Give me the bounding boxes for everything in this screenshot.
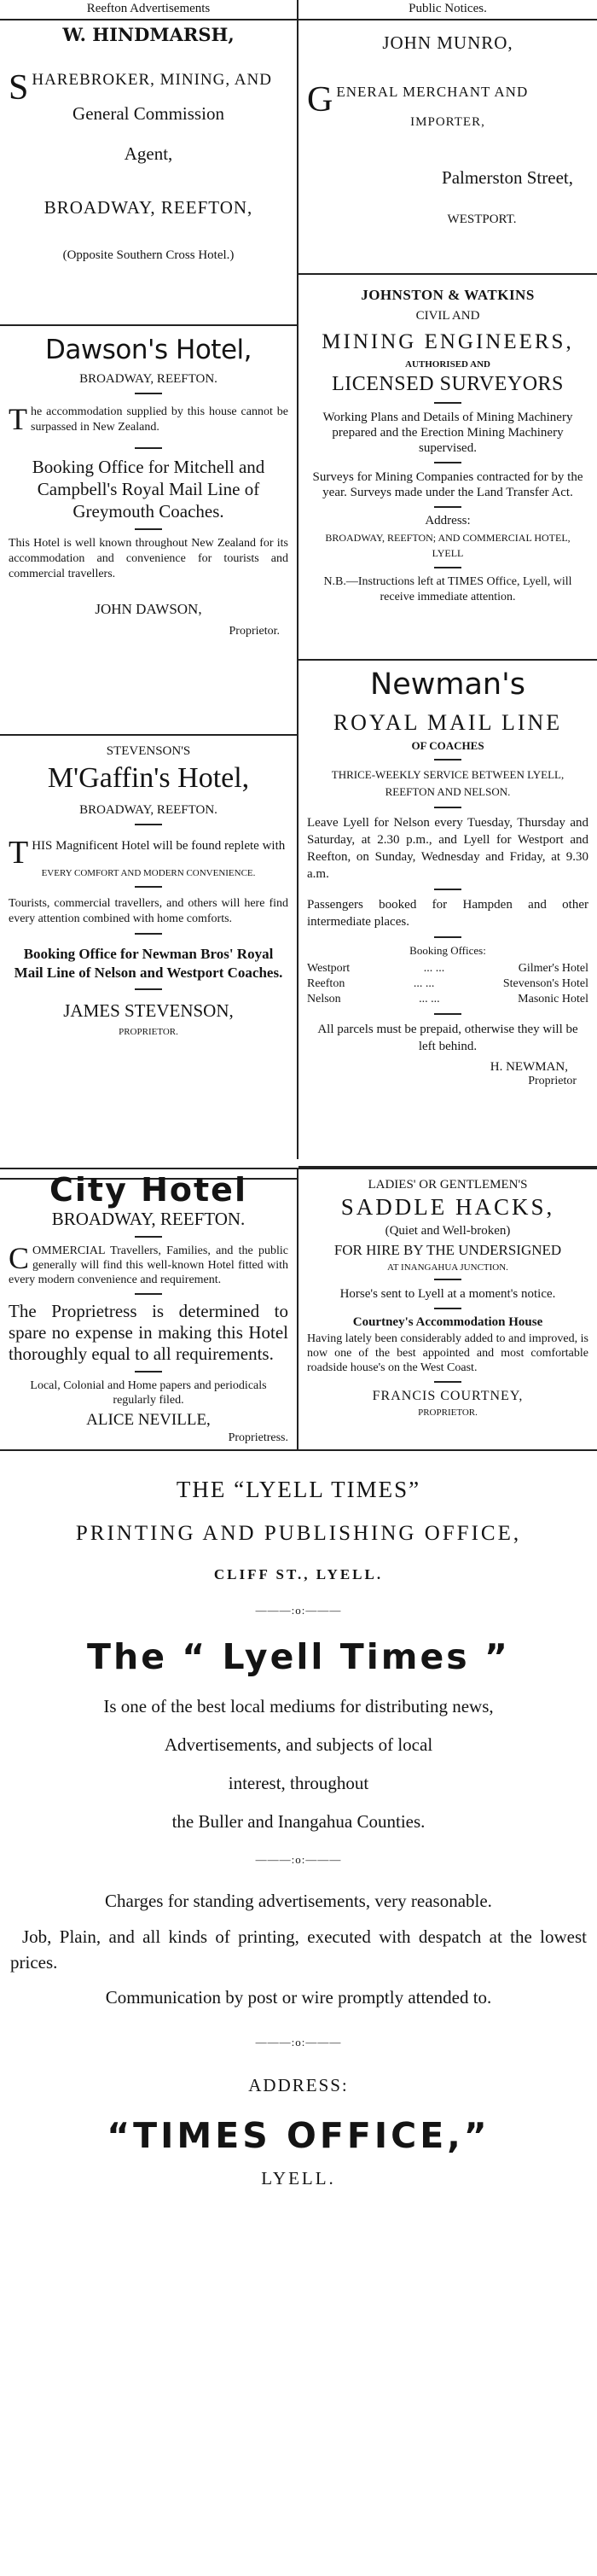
left-column-header: Reefton Advertisements [0, 0, 297, 20]
ad-munro-line1: G ENERAL MERCHANT AND [307, 80, 529, 119]
ad-johnston-line1: MINING ENGINEERS, [322, 330, 574, 353]
ad-city-body3: Local, Colonial and Home papers and periodicals regularly filed. [30, 1379, 267, 1407]
ad-city-hotel [0, 1168, 297, 1449]
ad-johnston-body1: Working Plans and Details of Mining Machinery prepared and the Erection Mining Machinery supervised. [322, 411, 573, 455]
ad-newman-coaches [298, 661, 597, 1168]
ad-johnston-line2: AUTHORISED AND [405, 359, 490, 370]
divider [434, 889, 461, 890]
drop-cap: S [9, 68, 29, 108]
times-banner: The “ Lyell Times ” [87, 1636, 510, 1677]
ad-dawson-role: Proprietor. [229, 625, 280, 638]
divider [135, 393, 162, 394]
ad-city-body2: The Proprietress is determined to spare no expense in making this Hotel thoroughly equal to all requirements. [9, 1301, 288, 1364]
times-body4: the Buller and Inangahua Counties. [171, 1811, 426, 1832]
divider [434, 1308, 461, 1309]
times-job: Job, Plain, and all kinds of printing, executed with despatch at the lowest prices. [10, 1926, 587, 1973]
ad-courtney-pre: LADIES' OR GENTLEMEN'S [368, 1178, 528, 1192]
ad-johnston-watkins [298, 275, 597, 661]
times-body1: Is one of the best local mediums for distributing news, [103, 1696, 494, 1716]
ad-city-body1: COMMERCIAL Travellers, Families, and the public generally will find this well-known Hotel fitted with every modern convenience and requirement. [9, 1241, 288, 1286]
ad-newman-offices [307, 961, 588, 1007]
drop-cap: T [9, 835, 29, 871]
lyell-times-block [0, 1449, 597, 2576]
ad-munro-line2: IMPORTER, [410, 115, 485, 129]
ad-newman-body3: All parcels must be prepaid, otherwise they will be left behind. [317, 1023, 578, 1053]
divider [135, 1293, 162, 1295]
ad-newman-owner: H. NEWMAN, [490, 1060, 568, 1074]
ad-dawson-address: BROADWAY, REEFTON. [79, 372, 217, 386]
ad-city-address: BROADWAY, REEFTON. [51, 1209, 246, 1229]
ad-johnston-addr: BROADWAY, REEFTON; AND COMMERCIAL HOTEL, LYELL [325, 532, 571, 559]
office-row: Westport ... ... Gilmer's Hotel [307, 962, 588, 975]
ad-john-munro [298, 19, 597, 275]
ad-newman-line2: OF COACHES [411, 739, 484, 752]
ad-courtney-sub: (Quiet and Well-broken) [385, 1224, 511, 1238]
ad-johnston-addr-label: Address: [425, 514, 471, 527]
ad-hindmarsh-name: W. HINDMARSH, [62, 24, 235, 45]
ad-dawson-body1: The accommodation supplied by this house cannot be surpassed in New Zealand. [9, 402, 288, 436]
right-column [298, 0, 597, 1159]
divider [434, 402, 461, 404]
times-addr: “TIMES OFFICE,” [107, 2115, 490, 2156]
ad-mgaffins-body3: Tourists, commercial travellers, and others will here find every attention combined with home comforts. [9, 897, 288, 925]
divider [434, 506, 461, 508]
ad-courtney-body1: Horse's sent to Lyell at a moment's notice. [339, 1287, 556, 1301]
ad-johnston-note: N.B.—Instructions left at TIMES Office, Lyell, will receive immediate attention. [323, 575, 572, 603]
ad-mgaffins-hotel [0, 736, 297, 1180]
ad-courtney-owner: FRANCIS COURTNEY, [372, 1389, 524, 1403]
ad-dawson-title: Dawson's Hotel, [45, 335, 252, 365]
ad-hindmarsh [0, 19, 297, 326]
divider [135, 988, 162, 990]
ad-munro-name: JOHN MUNRO, [382, 32, 513, 53]
ad-mgaffins-body2: EVERY COMFORT AND MODERN CONVENIENCE. [41, 868, 256, 878]
ad-newman-title: Newman's [370, 667, 525, 702]
right-column-header: Public Notices. [298, 0, 597, 20]
divider [135, 528, 162, 530]
ad-dawson-body3: This Hotel is well known throughout New Zealand for its accommodation and convenience for tourists and commercial travellers. [9, 537, 288, 580]
times-charges: Charges for standing advertisements, very reasonable. [105, 1891, 492, 1911]
ad-courtney-hacks [298, 1168, 597, 1449]
divider [434, 1279, 461, 1280]
times-body2: Advertisements, and subjects of local [164, 1734, 433, 1755]
ad-hindmarsh-line2: General Commission [72, 103, 224, 124]
divider [434, 1381, 461, 1383]
ad-dawson-body2: Booking Office for Mitchell and Campbell's Royal Mail Line of Greymouth Coaches. [32, 457, 265, 522]
ad-newman-service: THRICE-WEEKLY SERVICE BETWEEN LYELL, REEFTON AND NELSON. [331, 768, 565, 798]
drop-cap: C [9, 1241, 30, 1275]
ad-dawson-owner: JOHN DAWSON, [95, 601, 202, 617]
ad-johnston-name: JOHNSTON & WATKINS [361, 287, 535, 303]
ad-mgaffins-title: M'Gaffin's Hotel, [47, 762, 250, 794]
ad-newman-role: Proprietor [528, 1075, 577, 1087]
ad-mgaffins-address: BROADWAY, REEFTON. [79, 803, 217, 817]
divider [434, 936, 461, 938]
ad-johnston-sub: CIVIL AND [415, 309, 480, 323]
ad-courtney-hire: FOR HIRE BY THE UNDERSIGNED [333, 1242, 562, 1258]
ad-newman-body1: Leave Lyell for Nelson every Tuesday, Thursday and Saturday, at 2.30 p.m., and Lyell for Westport and Reefton, on Sunday, Wednesday and Friday, at 9.30 a.m. [307, 816, 588, 881]
column-divider-lower [297, 1168, 298, 1449]
divider [434, 462, 461, 463]
ad-hindmarsh-address: BROADWAY, REEFTON, [43, 197, 253, 218]
ad-courtney-body2: Having lately been considerably added to and improved, is now one of the best appointed and most comfortable roadside house's on the West Coast. [307, 1332, 588, 1374]
ad-hindmarsh-line3: Agent, [124, 143, 173, 164]
divider [434, 807, 461, 808]
ad-mgaffins-pre: STEVENSON'S [106, 744, 191, 758]
ad-munro-address: Palmerston Street, [442, 167, 573, 188]
drop-cap: T [9, 402, 27, 436]
times-body3: interest, throughout [228, 1773, 369, 1793]
ad-courtney-role: PROPRIETOR. [418, 1407, 478, 1418]
ad-city-title: City Hotel [49, 1171, 247, 1209]
ad-city-role: Proprietress. [228, 1431, 288, 1444]
times-title: THE “LYELL TIMES” [176, 1477, 421, 1502]
times-office: PRINTING AND PUBLISHING OFFICE, [75, 1522, 522, 1545]
times-street: CLIFF ST., LYELL. [213, 1566, 384, 1582]
separator: ———:o:——— [255, 1853, 342, 1866]
ad-mgaffins-body1: THIS Magnificent Hotel will be found replete with [9, 835, 286, 871]
office-row: Nelson ... ... Masonic Hotel [307, 993, 588, 1005]
ad-hindmarsh-note: (Opposite Southern Cross Hotel.) [62, 248, 235, 262]
times-town: LYELL. [261, 2168, 336, 2188]
divider [135, 886, 162, 888]
ad-johnston-body2: Surveys for Mining Companies contracted for by the year. Surveys made under the Land Transfer Act. [312, 470, 583, 499]
divider [135, 933, 162, 935]
office-row: Reefton ... ... Stevenson's Hotel [307, 977, 588, 990]
ad-newman-offices-label: Booking Offices: [409, 944, 486, 957]
ad-courtney-at: AT INANGAHUA JUNCTION. [387, 1262, 508, 1273]
ad-munro-town: WESTPORT. [447, 213, 517, 226]
drop-cap: G [307, 80, 333, 119]
ad-newman-body2: Passengers booked for Hampden and other intermediate places. [307, 898, 588, 929]
times-addr-label: ADDRESS: [248, 2075, 349, 2095]
divider [434, 759, 461, 761]
ad-hindmarsh-line1: S HAREBROKER, MINING, AND [9, 68, 272, 108]
ad-mgaffins-role: PROPRIETOR. [119, 1027, 178, 1037]
divider [434, 1013, 461, 1015]
ad-dawson-hotel [0, 326, 297, 736]
times-comm: Communication by post or wire promptly attended to. [105, 1987, 492, 2008]
ad-city-owner: ALICE NEVILLE, [86, 1411, 211, 1429]
ad-mgaffins-body4: Booking Office for Newman Bros' Royal Mail Line of Nelson and Westport Coaches. [14, 946, 283, 981]
ad-newman-line1: ROYAL MAIL LINE [333, 710, 563, 735]
separator: ———:o:——— [255, 2036, 342, 2049]
left-column [0, 0, 297, 1159]
ad-johnston-line3: LICENSED SURVEYORS [332, 373, 564, 395]
divider [135, 1371, 162, 1373]
ad-courtney-title: SADDLE HACKS, [340, 1194, 555, 1220]
separator: ———:o:——— [255, 1604, 342, 1617]
divider [135, 447, 162, 449]
divider [135, 824, 162, 825]
divider [135, 1236, 162, 1238]
ad-mgaffins-owner: JAMES STEVENSON, [63, 1000, 234, 1021]
ad-courtney-house: Courtney's Accommodation House [352, 1315, 543, 1329]
divider [434, 567, 461, 568]
